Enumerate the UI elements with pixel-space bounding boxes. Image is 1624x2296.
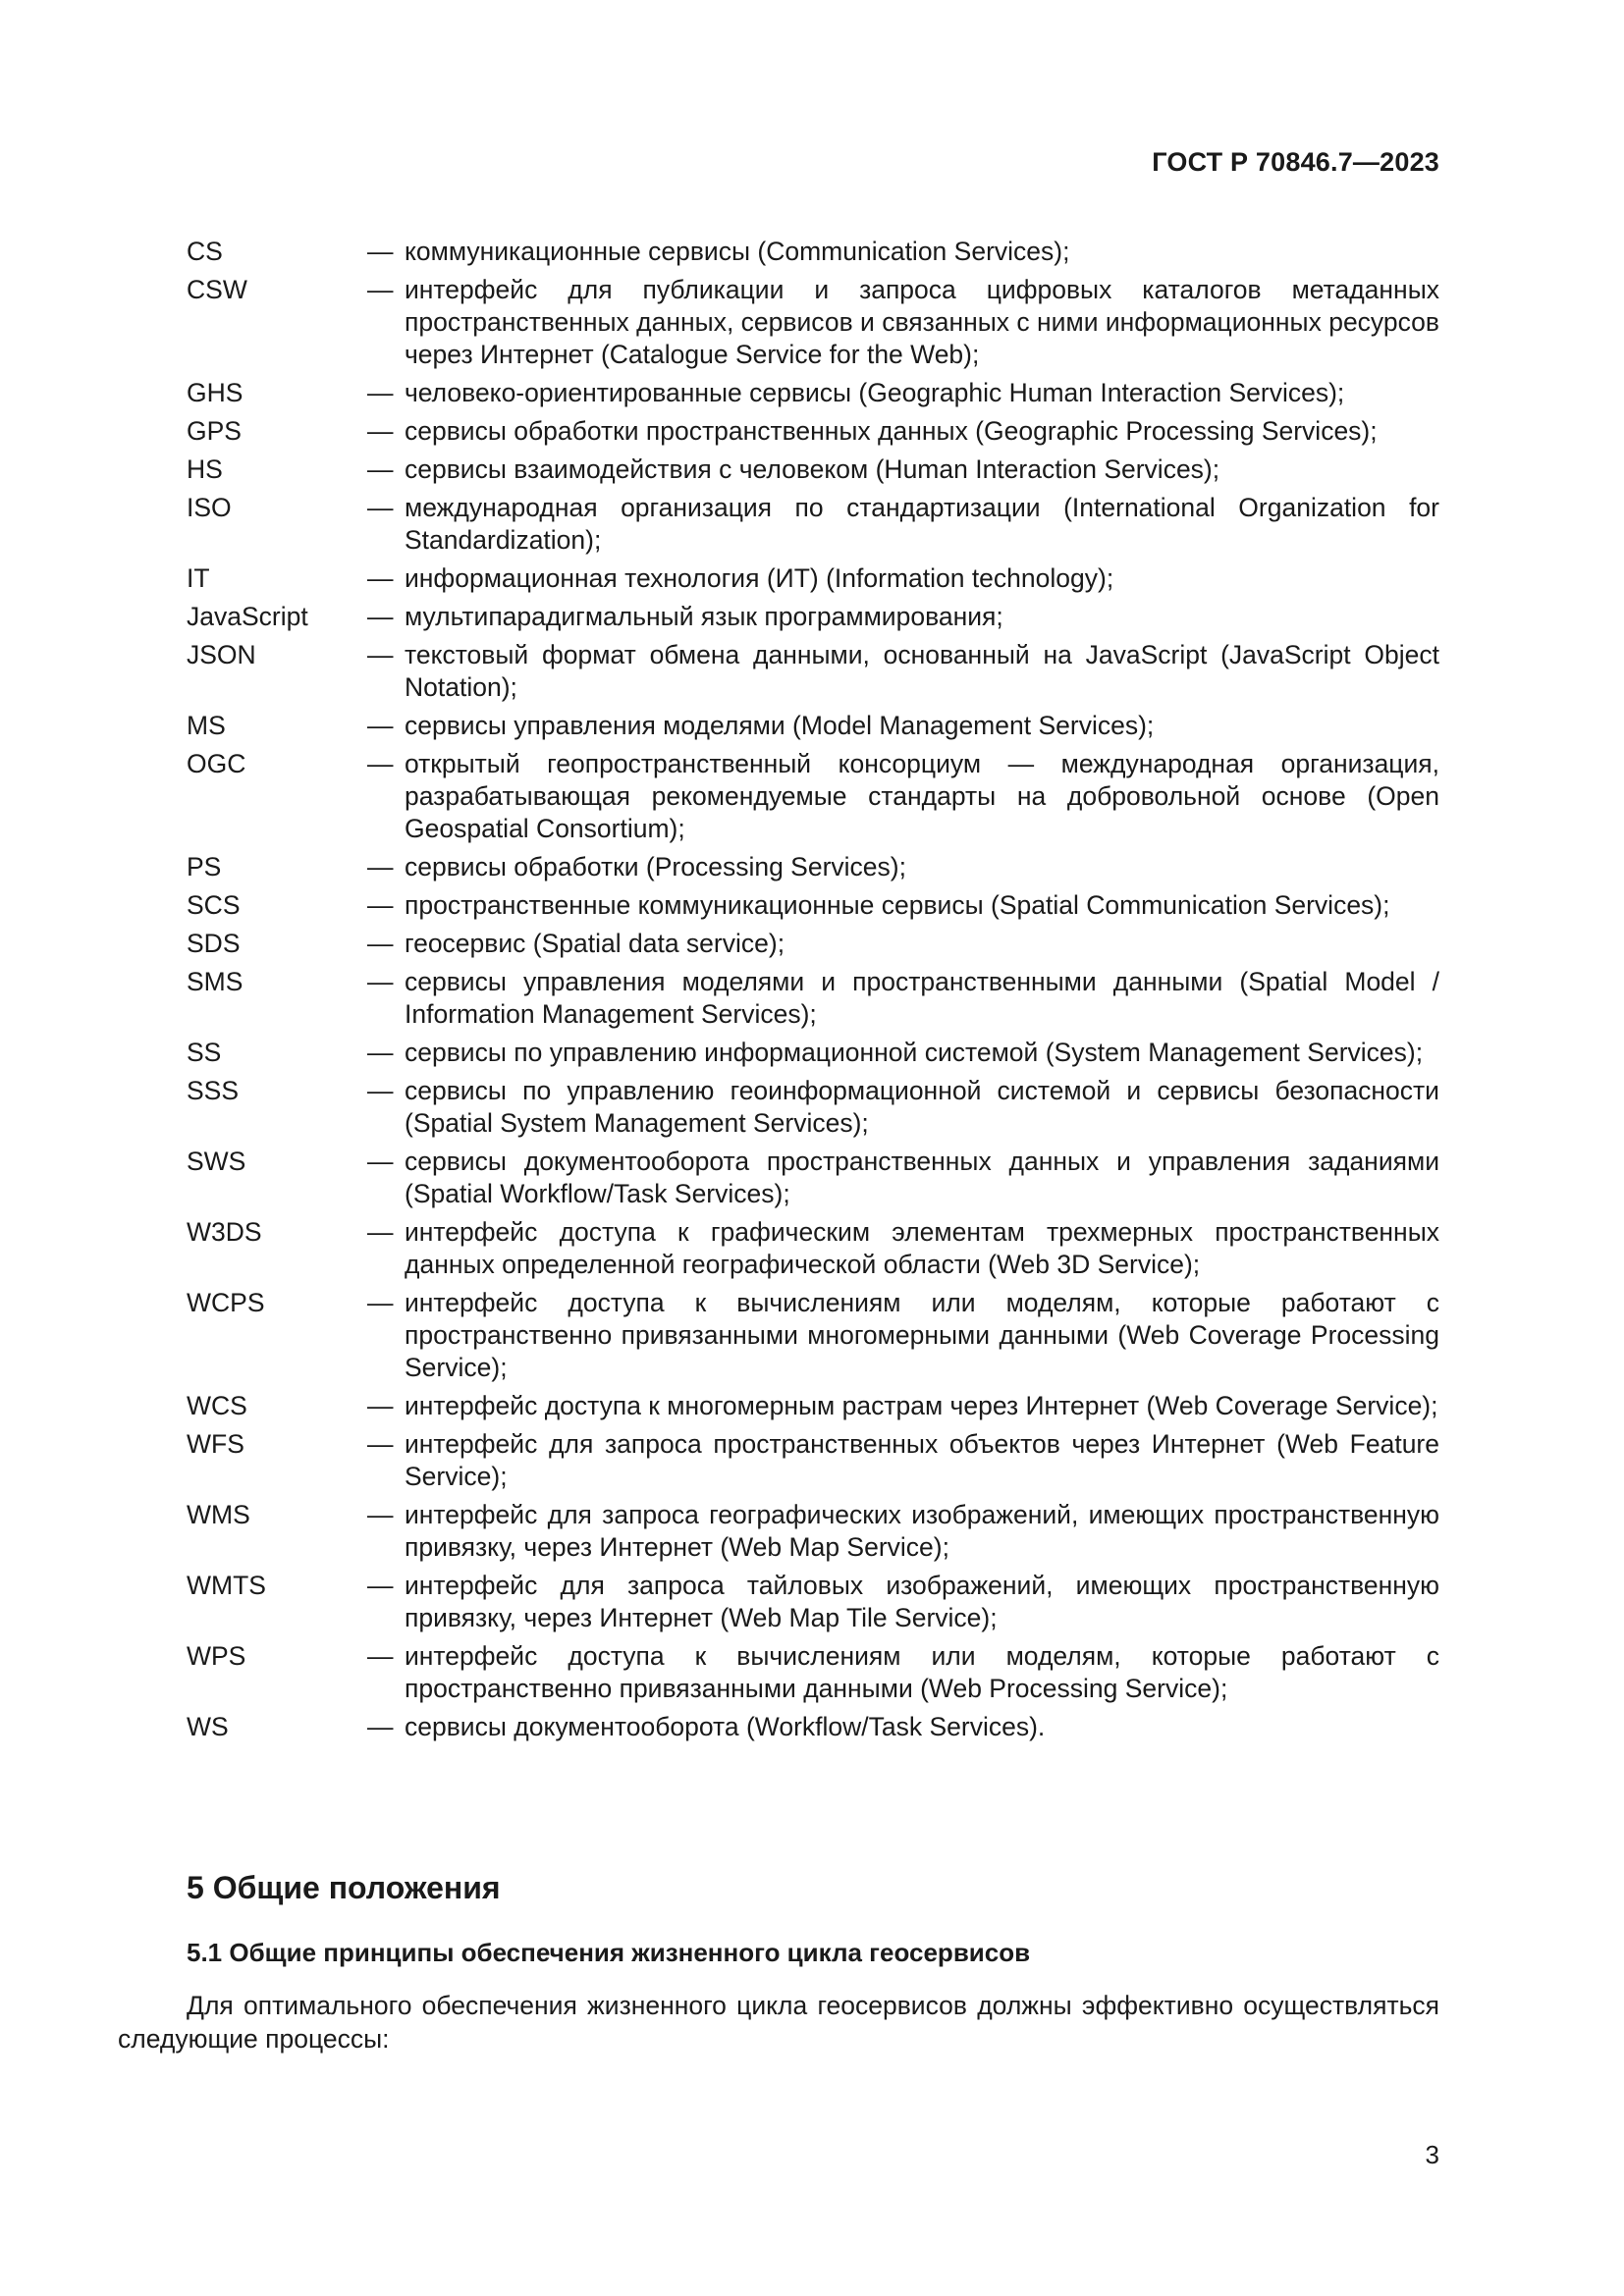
abbreviation-dash: — xyxy=(367,1288,394,1317)
abbreviation-dash: — xyxy=(367,1217,394,1247)
abbreviation-row xyxy=(187,1216,1439,1281)
abbreviation-term: IT xyxy=(187,563,210,593)
abbreviation-definition: интерфейс для публикации и запроса цифровых каталогов метаданных пространственных данных, сервисов и связанных с ними информационных ресурсов через Интернет (Catalogue Service for the Web); xyxy=(405,275,1439,369)
abbreviation-definition: пространственные коммуникационные сервисы (Spatial Communication Services); xyxy=(405,890,1390,920)
abbreviation-row xyxy=(187,1037,1439,1069)
abbreviation-term: PS xyxy=(187,852,222,881)
abbreviation-row xyxy=(187,601,1439,633)
abbreviation-dash: — xyxy=(367,275,394,304)
abbreviation-term: W3DS xyxy=(187,1217,262,1247)
abbreviation-row xyxy=(187,1287,1439,1384)
abbreviation-row xyxy=(187,492,1439,557)
abbreviation-term: MS xyxy=(187,711,226,740)
abbreviation-term: JavaScript xyxy=(187,602,308,631)
abbreviation-term: OGC xyxy=(187,749,246,778)
abbreviation-dash: — xyxy=(367,890,394,920)
abbreviation-definition: человеко-ориентированные сервисы (Geographic Human Interaction Services); xyxy=(405,378,1345,407)
abbreviation-dash: — xyxy=(367,563,394,593)
abbreviation-term: SDS xyxy=(187,929,241,958)
abbreviation-dash: — xyxy=(367,852,394,881)
abbreviation-definition: интерфейс доступа к многомерным растрам через Интернет (Web Coverage Service); xyxy=(405,1391,1438,1420)
abbreviation-definition: сервисы управления моделями и пространственными данными (Spatial Model / Information Management Services); xyxy=(405,967,1439,1029)
abbreviation-definition: международная организация по стандартизации (International Organization for Standardization); xyxy=(405,493,1439,555)
abbreviation-definition: интерфейс доступа к графическим элементам трехмерных пространственных данных определенной географической области (Web 3D Service); xyxy=(405,1217,1439,1279)
abbreviation-dash: — xyxy=(367,454,394,484)
abbreviation-row xyxy=(187,748,1439,845)
abbreviation-term: SCS xyxy=(187,890,241,920)
abbreviation-dash: — xyxy=(367,929,394,958)
abbreviation-dash: — xyxy=(367,1147,394,1176)
abbreviation-definition: сервисы по управлению геоинформационной системой и сервисы безопасности (Spatial System Management Services); xyxy=(405,1076,1439,1138)
subsection-title: 5.1 Общие принципы обеспечения жизненного цикла геосервисов xyxy=(187,1938,1031,1967)
abbreviation-row xyxy=(187,415,1439,448)
body-paragraph: Для оптимального обеспечения жизненного цикла геосервисов должны эффективно осуществляться следующие процессы: xyxy=(118,1991,1439,2054)
abbreviation-dash: — xyxy=(367,711,394,740)
abbreviation-row xyxy=(187,562,1439,595)
abbreviation-definition: сервисы обработки (Processing Services); xyxy=(405,852,906,881)
abbreviation-list xyxy=(187,236,1439,1749)
abbreviation-term: ISO xyxy=(187,493,232,522)
abbreviation-row xyxy=(187,1428,1439,1493)
abbreviation-dash: — xyxy=(367,1641,394,1671)
abbreviation-dash: — xyxy=(367,1429,394,1459)
abbreviation-term: WS xyxy=(187,1712,229,1741)
section-title: 5 Общие положения xyxy=(187,1870,501,1905)
abbreviation-row xyxy=(187,966,1439,1031)
abbreviation-term: GHS xyxy=(187,378,244,407)
abbreviation-row xyxy=(187,851,1439,883)
abbreviation-definition: коммуникационные сервисы (Communication Services); xyxy=(405,237,1070,266)
abbreviation-term: WMTS xyxy=(187,1571,266,1600)
abbreviation-definition: геосервис (Spatial data service); xyxy=(405,929,785,958)
abbreviation-definition: интерфейс для запроса тайловых изображений, имеющих пространственную привязку, через Интернет (Web Map Tile Service); xyxy=(405,1571,1439,1632)
abbreviation-dash: — xyxy=(367,1500,394,1529)
abbreviation-definition: информационная технология (ИТ) (Information technology); xyxy=(405,563,1114,593)
document-code-header: ГОСТ Р 70846.7—2023 xyxy=(1152,147,1439,177)
abbreviation-dash: — xyxy=(367,1712,394,1741)
abbreviation-row xyxy=(187,1499,1439,1564)
abbreviation-row xyxy=(187,1711,1439,1743)
abbreviation-definition: сервисы документооборота пространственных данных и управления заданиями (Spatial Workflow/Task Services); xyxy=(405,1147,1439,1208)
abbreviation-definition: сервисы обработки пространственных данных (Geographic Processing Services); xyxy=(405,416,1378,446)
abbreviation-term: WCS xyxy=(187,1391,247,1420)
abbreviation-row xyxy=(187,236,1439,268)
abbreviation-dash: — xyxy=(367,640,394,669)
abbreviation-term: CSW xyxy=(187,275,247,304)
abbreviation-dash: — xyxy=(367,237,394,266)
abbreviation-row xyxy=(187,1640,1439,1705)
abbreviation-definition: сервисы по управлению информационной системой (System Management Services); xyxy=(405,1038,1424,1067)
abbreviation-dash: — xyxy=(367,416,394,446)
abbreviation-row xyxy=(187,454,1439,486)
abbreviation-term: WCPS xyxy=(187,1288,265,1317)
abbreviation-dash: — xyxy=(367,967,394,996)
abbreviation-dash: — xyxy=(367,602,394,631)
abbreviation-term: SSS xyxy=(187,1076,240,1105)
abbreviation-dash: — xyxy=(367,1391,394,1420)
abbreviation-term: GPS xyxy=(187,416,242,446)
abbreviation-definition: интерфейс для запроса географических изображений, имеющих пространственную привязку, через Интернет (Web Map Service); xyxy=(405,1500,1439,1562)
abbreviation-dash: — xyxy=(367,378,394,407)
abbreviation-definition: интерфейс для запроса пространственных объектов через Интернет (Web Feature Service); xyxy=(405,1429,1439,1491)
abbreviation-row xyxy=(187,1146,1439,1210)
abbreviation-term: WPS xyxy=(187,1641,246,1671)
abbreviation-term: WMS xyxy=(187,1500,250,1529)
abbreviation-term: SMS xyxy=(187,967,244,996)
abbreviation-definition: открытый геопространственный консорциум — международная организация, разрабатывающая рекомендуемые стандарты на добровольной основе (Open Geospatial Consortium); xyxy=(405,749,1439,843)
abbreviation-definition: интерфейс доступа к вычислениям или моделям, которые работают с пространственно привязанными многомерными данными (Web Coverage Processing Service); xyxy=(405,1288,1439,1382)
abbreviation-term: SS xyxy=(187,1038,222,1067)
abbreviation-row xyxy=(187,1390,1439,1422)
abbreviation-row xyxy=(187,1570,1439,1634)
abbreviation-term: SWS xyxy=(187,1147,246,1176)
abbreviation-term: JSON xyxy=(187,640,256,669)
abbreviation-dash: — xyxy=(367,1076,394,1105)
abbreviation-row xyxy=(187,639,1439,704)
abbreviation-row xyxy=(187,1075,1439,1140)
abbreviation-term: CS xyxy=(187,237,223,266)
abbreviation-row xyxy=(187,274,1439,371)
abbreviation-dash: — xyxy=(367,1038,394,1067)
abbreviation-definition: сервисы документооборота (Workflow/Task Services). xyxy=(405,1712,1046,1741)
abbreviation-row xyxy=(187,889,1439,922)
abbreviation-dash: — xyxy=(367,749,394,778)
page-number: 3 xyxy=(1425,2140,1439,2169)
abbreviation-row xyxy=(187,377,1439,409)
abbreviation-definition: текстовый формат обмена данными, основанный на JavaScript (JavaScript Object Notation); xyxy=(405,640,1439,702)
abbreviation-row xyxy=(187,710,1439,742)
abbreviation-definition: сервисы взаимодействия с человеком (Human Interaction Services); xyxy=(405,454,1220,484)
abbreviation-definition: сервисы управления моделями (Model Management Services); xyxy=(405,711,1155,740)
abbreviation-definition: интерфейс доступа к вычислениям или моделям, которые работают с пространственно привязанными данными (Web Processing Service); xyxy=(405,1641,1439,1703)
abbreviation-dash: — xyxy=(367,493,394,522)
abbreviation-term: WFS xyxy=(187,1429,244,1459)
abbreviation-definition: мультипарадигмальный язык программирования; xyxy=(405,602,1003,631)
abbreviation-dash: — xyxy=(367,1571,394,1600)
abbreviation-term: HS xyxy=(187,454,223,484)
abbreviation-row xyxy=(187,928,1439,960)
